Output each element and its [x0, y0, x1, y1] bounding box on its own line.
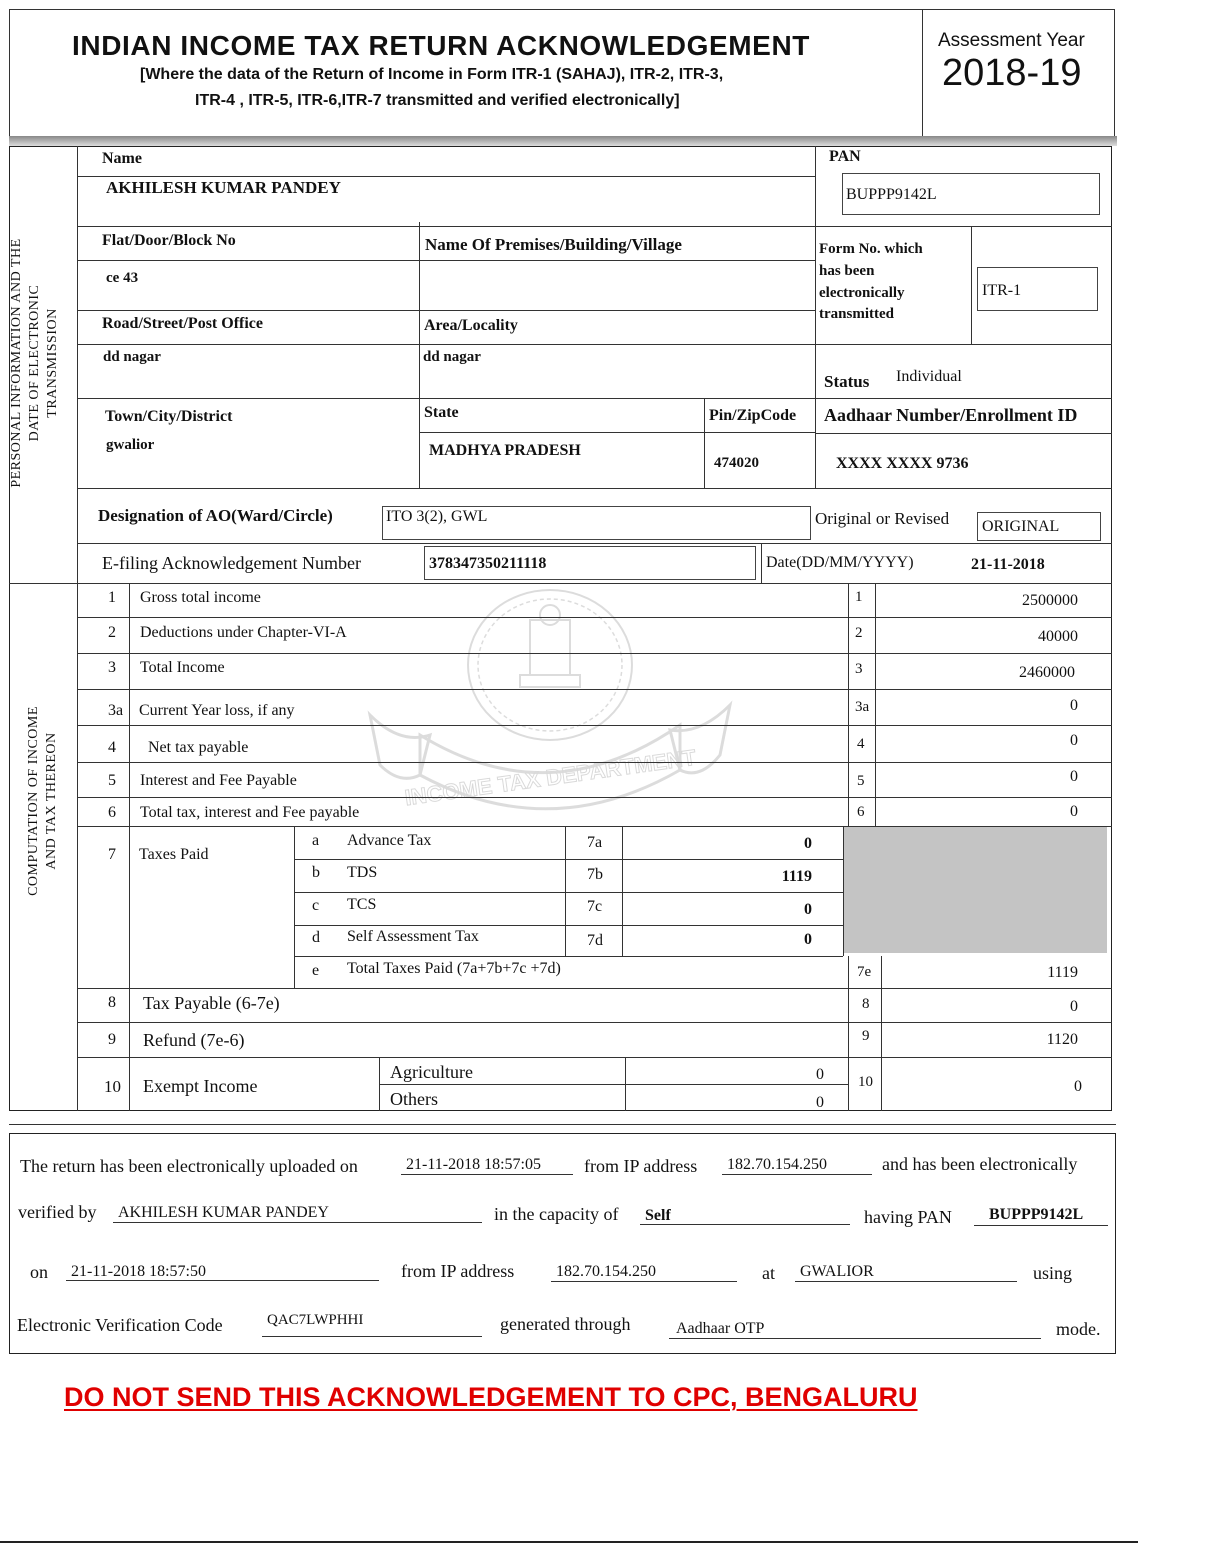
- row-number: 3: [108, 659, 116, 676]
- verify-place-underline: [795, 1281, 1017, 1282]
- tp-ref-divider: [565, 826, 566, 956]
- row-value: 0: [1074, 1078, 1082, 1095]
- document-title: INDIAN INCOME TAX RETURN ACKNOWLEDGEMENT: [72, 30, 810, 61]
- row-label: Net tax payable: [148, 739, 249, 756]
- ack-label: E-filing Acknowledgement Number: [102, 553, 361, 573]
- verify-ip-underline: [551, 1281, 737, 1282]
- grey-filler-block: [844, 827, 1107, 953]
- row-line: [77, 988, 1112, 989]
- row-number: 10: [104, 1077, 121, 1096]
- page-bottom-line: [0, 1541, 1138, 1543]
- form-divider: [815, 226, 816, 398]
- date-divider: [761, 543, 762, 583]
- state-label: State: [424, 404, 459, 421]
- area-value: dd nagar: [423, 349, 481, 365]
- agri-label: Agriculture: [390, 1062, 473, 1082]
- row-number: 5: [108, 772, 116, 789]
- verif-text-8: from IP address: [401, 1261, 515, 1281]
- verif-text-11: Electronic Verification Code: [17, 1315, 223, 1335]
- ref-col-divider: [848, 583, 849, 827]
- tp-row-line: [294, 859, 843, 860]
- date-label: Date(DD/MM/YYYY): [766, 554, 914, 571]
- verif-mode-underline: [669, 1338, 1041, 1339]
- row-number: 3a: [108, 702, 124, 719]
- row-line-4: [77, 488, 1112, 489]
- verif-text-2: from IP address: [584, 1156, 698, 1176]
- row-label: Gross total income: [140, 589, 261, 606]
- verify-place: GWALIOR: [800, 1263, 874, 1280]
- row-ref: 10: [858, 1074, 873, 1090]
- flat-value: ce 43: [106, 270, 139, 286]
- row-line-2: [77, 310, 815, 311]
- verif-text-13: mode.: [1056, 1319, 1101, 1339]
- verif-pan: BUPPP9142L: [989, 1206, 1084, 1223]
- item-value: 0: [804, 931, 812, 948]
- road-label-line: [77, 344, 1112, 345]
- personal-side-label-line3: TRANSMISSION: [45, 308, 60, 418]
- row-ref: 3: [855, 661, 863, 677]
- verified-by-underline: [113, 1222, 482, 1223]
- side-label-divider: [77, 146, 78, 1111]
- form-inner-divider: [971, 226, 972, 344]
- verif-mode: Aadhaar OTP: [676, 1320, 765, 1337]
- verified-by: AKHILESH KUMAR PANDEY: [118, 1204, 329, 1221]
- town-value: gwalior: [106, 437, 155, 453]
- verif-text-4: verified by: [18, 1202, 97, 1222]
- form-label-line3: electronically: [819, 285, 905, 301]
- item-letter: c: [312, 897, 320, 914]
- road-label: Road/Street/Post Office: [102, 315, 263, 332]
- tp-row-line: [294, 892, 843, 893]
- others-value: 0: [816, 1094, 824, 1111]
- item-value: 0: [804, 901, 812, 918]
- status-label: Status: [824, 372, 870, 391]
- verify-datetime-underline: [66, 1280, 379, 1281]
- total-ref-divider: [848, 956, 849, 1111]
- assessment-year-label: Assessment Year: [938, 30, 1085, 51]
- computation-side-label: [25, 621, 65, 981]
- val-col-divider: [875, 583, 876, 827]
- computation-side-label-line1: COMPUTATION OF INCOME: [26, 706, 41, 896]
- row-value: 0: [1070, 803, 1078, 820]
- form-label-line4: transmitted: [819, 306, 894, 322]
- aadhaar-value: XXXX XXXX 9736: [836, 455, 969, 472]
- upload-ip: 182.70.154.250: [727, 1156, 827, 1173]
- capacity-underline: [640, 1224, 850, 1225]
- agri-value: 0: [816, 1066, 824, 1083]
- premises-label: Name Of Premises/Building/Village: [425, 235, 682, 254]
- document-subtitle-line1: [Where the data of the Return of Income in Form ITR-1 (SAHAJ), ITR-2, ITR-3,: [140, 66, 724, 83]
- row-value: 2460000: [1019, 664, 1075, 681]
- ao-label: Designation of AO(Ward/Circle): [98, 506, 333, 525]
- form-no-value: ITR-1: [982, 282, 1022, 299]
- upload-datetime: 21-11-2018 18:57:05: [406, 1156, 541, 1173]
- tp-row-line: [294, 925, 843, 926]
- row-label: Tax Payable (6-7e): [143, 993, 280, 1013]
- row-number: 6: [108, 804, 116, 821]
- row-line-1: [77, 226, 1112, 227]
- personal-side-label-line2: DATE OF ELECTRONIC: [27, 284, 42, 442]
- pin-value: 474020: [714, 455, 759, 471]
- verif-text-12: generated through: [500, 1314, 631, 1334]
- row-value: 0: [1070, 697, 1078, 714]
- form-label-line1: Form No. which: [819, 241, 923, 257]
- income-tax-emblem-watermark: [360, 585, 740, 815]
- row-number: 2: [108, 624, 116, 641]
- row-ref: 3a: [855, 699, 870, 715]
- row-value: 0: [1070, 768, 1078, 785]
- upload-ip-underline: [722, 1174, 872, 1175]
- row-ref: 6: [857, 804, 865, 820]
- aadhaar-label: Aadhaar Number/Enrollment ID: [824, 405, 1078, 425]
- taxes-paid-number: 7: [108, 846, 116, 863]
- verif-text-6: having PAN: [864, 1207, 952, 1227]
- total-val-divider: [881, 956, 882, 1111]
- aadhaar-divider: [815, 398, 816, 488]
- row-value: 0: [1070, 998, 1078, 1015]
- row-number: 9: [108, 1031, 116, 1048]
- state-label-line: [419, 432, 815, 433]
- pin-label: Pin/ZipCode: [709, 407, 797, 424]
- header-divider: [922, 9, 923, 137]
- upload-datetime-underline: [401, 1174, 573, 1175]
- road-value: dd nagar: [103, 349, 161, 365]
- row-label: Total tax, interest and Fee payable: [140, 804, 360, 821]
- verify-datetime: 21-11-2018 18:57:50: [71, 1263, 206, 1280]
- capacity: Self: [645, 1207, 671, 1224]
- assessment-year-value: 2018-19: [942, 52, 1082, 94]
- name-value: AKHILESH KUMAR PANDEY: [106, 178, 341, 197]
- taxes-paid-label: Taxes Paid: [139, 846, 209, 863]
- row-label: Interest and Fee Payable: [140, 772, 297, 789]
- form-label-line2: has been: [819, 263, 875, 279]
- evc-underline: [262, 1336, 482, 1337]
- tp-val-divider: [622, 826, 623, 956]
- row-ref: 2: [855, 625, 863, 641]
- aadhaar-label-line: [815, 433, 1112, 434]
- do-not-send-warning: DO NOT SEND THIS ACKNOWLEDGEMENT TO CPC, BENGALURU: [64, 1382, 918, 1412]
- row-label: Deductions under Chapter-VI-A: [140, 624, 347, 641]
- item-ref: 7d: [587, 932, 603, 949]
- row-ref: 4: [857, 736, 865, 752]
- row-line: [77, 797, 1112, 798]
- pin-divider: [704, 398, 705, 488]
- verif-text-10: using: [1033, 1263, 1073, 1283]
- row-line: [77, 617, 1112, 618]
- item-label: Advance Tax: [347, 832, 432, 849]
- tp-row-line: [294, 956, 843, 957]
- row-line: [77, 725, 1112, 726]
- item-letter: a: [312, 832, 320, 849]
- personal-side-label-line1: PERSONAL INFORMATION AND THE: [9, 238, 24, 488]
- status-value: Individual: [896, 368, 962, 385]
- verif-text-9: at: [762, 1263, 775, 1283]
- item-ref: 7c: [587, 898, 603, 915]
- flat-label: Flat/Door/Block No: [102, 232, 236, 249]
- row-line: [77, 762, 1112, 763]
- header-shadow-bar: [9, 136, 1117, 146]
- verify-ip: 182.70.154.250: [556, 1263, 656, 1280]
- flat-label-line: [77, 260, 815, 261]
- state-value: MADHYA PRADESH: [429, 442, 581, 459]
- document-subtitle-line2: ITR-4 , ITR-5, ITR-6,ITR-7 transmitted and verified electronically]: [195, 92, 680, 109]
- ao-value: ITO 3(2), GWL: [386, 508, 488, 525]
- pan-divider: [815, 146, 816, 226]
- row-value: 40000: [1038, 628, 1078, 645]
- row-ref: 5: [857, 773, 865, 789]
- name-label-line: [77, 176, 815, 177]
- row-value: 2500000: [1022, 592, 1078, 609]
- row-line: [77, 689, 1112, 690]
- area-label: Area/Locality: [424, 317, 518, 334]
- state-divider: [419, 398, 420, 488]
- others-label: Others: [390, 1089, 438, 1109]
- row-line: [77, 1057, 1112, 1058]
- computation-side-label-line2: AND TAX THEREON: [44, 732, 59, 870]
- total-ref: 7e: [857, 964, 872, 980]
- town-label: Town/City/District: [105, 408, 233, 425]
- item-label: Self Assessment Tax: [347, 928, 479, 945]
- item-value: 0: [804, 835, 812, 852]
- verif-text-1: The return has been electronically uploaded on: [20, 1156, 358, 1176]
- verif-text-5: in the capacity of: [494, 1204, 619, 1224]
- total-label: Total Taxes Paid (7a+7b+7c +7d): [347, 960, 561, 977]
- row-label: Total Income: [140, 659, 225, 676]
- total-value: 1119: [1047, 964, 1078, 981]
- row-label: Refund (7e-6): [143, 1030, 245, 1050]
- pan-label: PAN: [829, 148, 861, 165]
- row-number: 8: [108, 994, 116, 1011]
- row-line-5: [77, 543, 1112, 544]
- row-ref: 1: [855, 589, 863, 605]
- item-label: TDS: [347, 864, 378, 881]
- row-value: 0: [1070, 732, 1078, 749]
- exempt-row-line: [379, 1084, 848, 1085]
- verification-top-line: [9, 1124, 1116, 1125]
- row-ref: 8: [862, 996, 870, 1012]
- no-col-divider: [129, 583, 130, 1111]
- row-ref: 9: [862, 1028, 870, 1044]
- verif-text-3: and has been electronically: [882, 1154, 1078, 1174]
- item-ref: 7a: [587, 834, 603, 851]
- row-number: 1: [108, 589, 116, 606]
- item-ref: 7b: [587, 866, 603, 883]
- ack-value: 378347350211118: [429, 555, 547, 572]
- item-letter: d: [312, 929, 320, 946]
- row-line: [77, 1022, 1112, 1023]
- evc: QAC7LWPHHI: [267, 1312, 364, 1328]
- orig-label: Original or Revised: [815, 509, 950, 528]
- orig-value: ORIGINAL: [982, 518, 1060, 535]
- row-value: 1120: [1046, 1031, 1078, 1048]
- row-label: Exempt Income: [143, 1076, 258, 1096]
- item-value: 1119: [781, 868, 812, 885]
- verif-text-7: on: [30, 1262, 48, 1282]
- personal-side-label: [8, 183, 62, 543]
- svg-text:INCOME TAX DEPARTMENT: INCOME TAX DEPARTMENT: [403, 744, 698, 811]
- row-line-3: [77, 398, 1112, 399]
- item-label: TCS: [347, 896, 377, 913]
- row-number: 4: [108, 739, 116, 756]
- row-line: [77, 653, 1112, 654]
- total-letter: e: [312, 962, 320, 979]
- name-label: Name: [102, 150, 142, 167]
- pan-value: BUPPP9142L: [846, 186, 937, 203]
- date-value: 21-11-2018: [971, 556, 1045, 573]
- item-letter: b: [312, 864, 320, 881]
- section-divider: [9, 583, 1112, 584]
- tp-letter-divider: [294, 826, 295, 988]
- row-label: Current Year loss, if any: [139, 702, 295, 719]
- verif-pan-underline: [974, 1225, 1108, 1226]
